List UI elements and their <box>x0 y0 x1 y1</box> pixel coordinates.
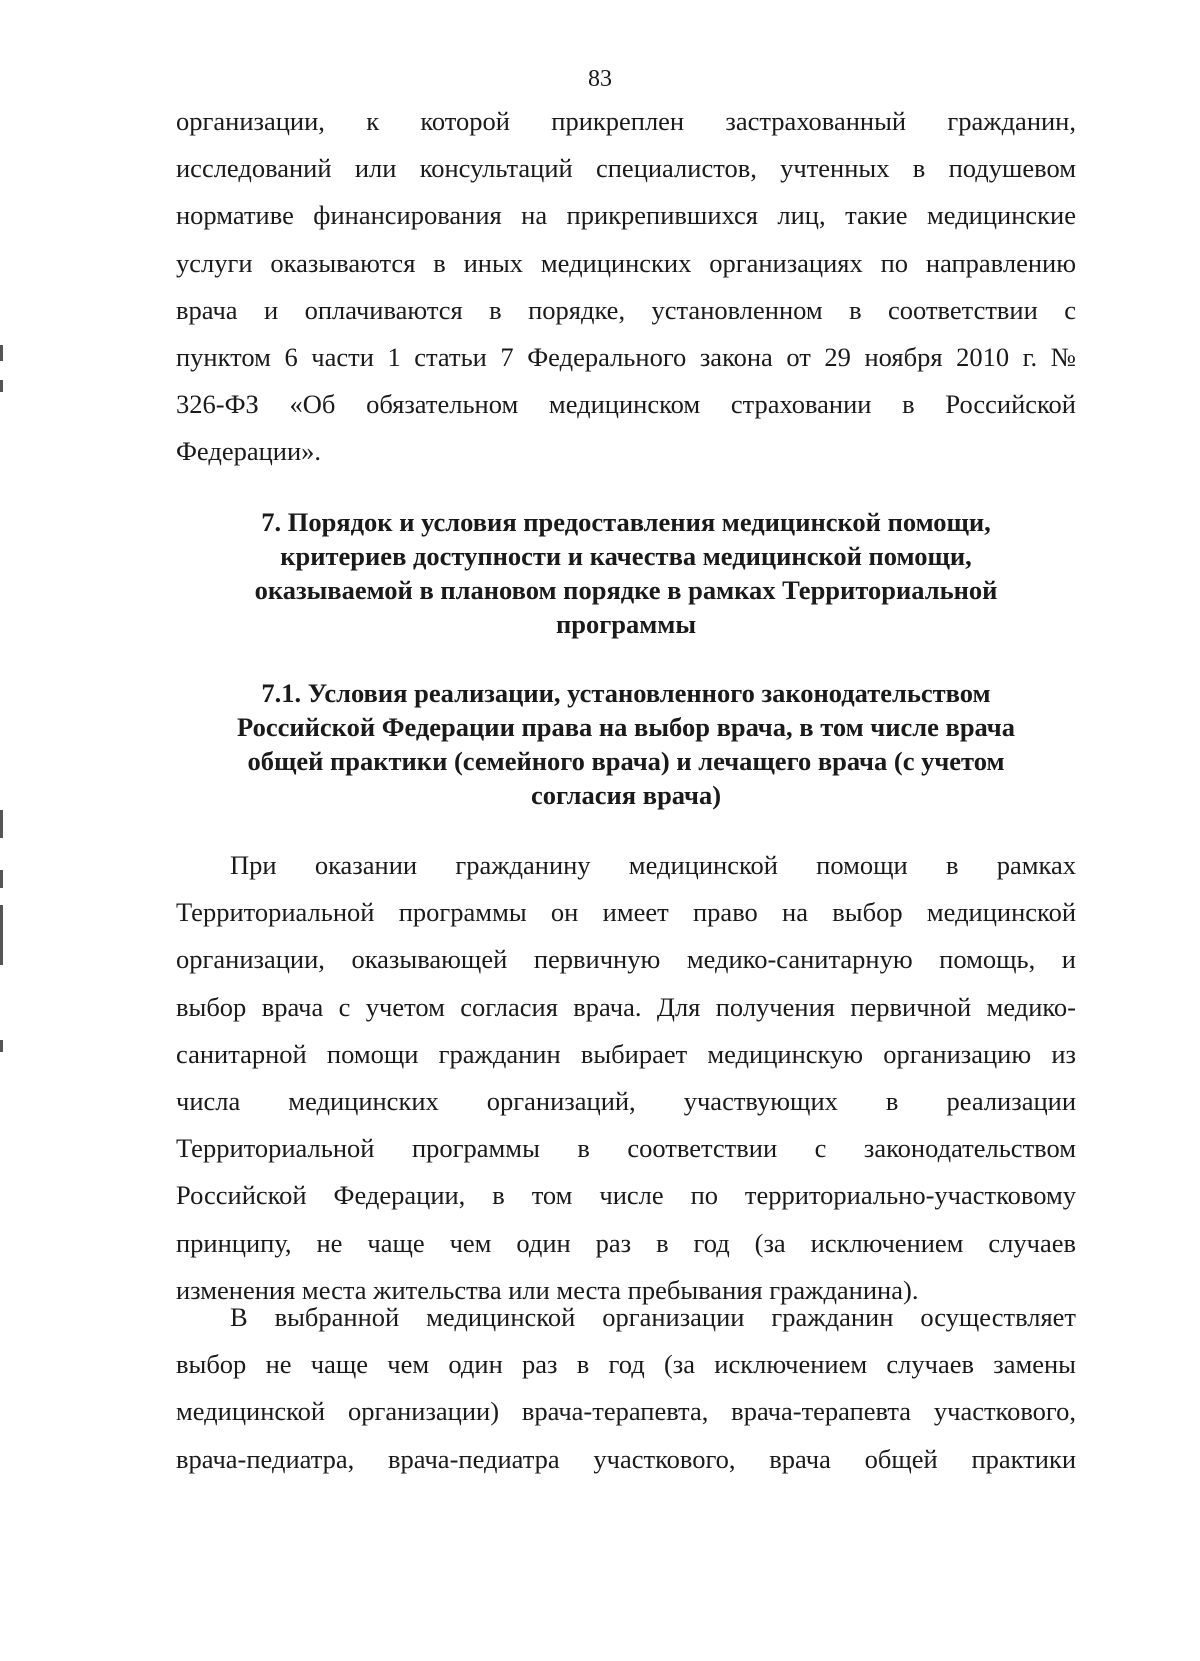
text-line: Федерации». <box>176 436 322 467</box>
paragraph-1 <box>176 98 1076 476</box>
scan-margin-mark <box>0 870 3 888</box>
heading-line: 7.1. Условия реализации, установленного законодательством <box>261 678 991 708</box>
heading-line: 7. Порядок и условия предоставления медицинской помощи, <box>261 507 991 537</box>
section-heading-7-1 <box>176 676 1076 812</box>
text-line: числа медицинских организаций, участвующих в реализации <box>176 1085 1076 1116</box>
text-line: медицинской организации) врача-терапевта, врача-терапевта участкового, <box>176 1396 1076 1427</box>
text-line: санитарной помощи гражданин выбирает медицинскую организацию из <box>176 1038 1076 1069</box>
scan-margin-mark <box>0 380 3 392</box>
text-line: услуги оказываются в иных медицинских организациях по направлению <box>176 247 1076 278</box>
scan-margin-mark <box>0 810 3 838</box>
text-line: выбор врача с учетом согласия врача. Для получения первичной медико- <box>176 991 1076 1022</box>
text-line: врача и оплачиваются в порядке, установленном в соответствии с <box>176 294 1076 325</box>
text-line: выбор не чаще чем один раз в год (за исключением случаев замены <box>176 1349 1076 1380</box>
text-line: Территориальной программы в соответствии с законодательством <box>176 1133 1076 1164</box>
text-line: Территориальной программы он имеет право на выбор медицинской <box>176 897 1076 928</box>
heading-line: общей практики (семейного врача) и лечащего врача (с учетом <box>247 746 1005 776</box>
text-line: врача-педиатра, врача-педиатра участкового, врача общей практики <box>176 1443 1076 1474</box>
section-heading-7 <box>176 505 1076 641</box>
text-line: исследований или консультаций специалистов, учтенных в подушевом <box>176 153 1076 184</box>
text-line: 326-ФЗ «Об обязательном медицинском страховании в Российской <box>176 389 1076 420</box>
text-line: пунктом 6 части 1 статьи 7 Федерального закона от 29 ноября 2010 г. № <box>176 341 1076 372</box>
heading-line: критериев доступности и качества медицинской помощи, <box>280 541 972 571</box>
text-line: организации, к которой прикреплен застрахованный гражданин, <box>176 106 1076 136</box>
text-line: Российской Федерации, в том числе по территориально-участковому <box>176 1180 1076 1211</box>
text-line: принципу, не чаще чем один раз в год (за исключением случаев <box>176 1227 1076 1258</box>
scan-margin-mark <box>0 1040 3 1052</box>
page-number: 83 <box>588 66 612 92</box>
paragraph-3 <box>176 1294 1076 1483</box>
text-line: В выбранной медицинской организации гражданин осуществляет <box>230 1302 1076 1332</box>
heading-line: согласия врача) <box>530 780 722 810</box>
heading-line: оказываемой в плановом порядке в рамках Территориальной <box>254 575 998 605</box>
paragraph-2 <box>176 842 1076 1314</box>
text-line: При оказании гражданину медицинской помощи в рамках <box>230 850 1076 880</box>
scan-margin-mark <box>0 905 3 965</box>
heading-line: программы <box>555 609 697 639</box>
text-line: нормативе финансирования на прикрепившихся лиц, такие медицинские <box>176 200 1076 231</box>
scan-margin-mark <box>0 345 3 361</box>
heading-line: Российской Федерации права на выбор врача, в том числе врача <box>237 712 1015 742</box>
text-line: организации, оказывающей первичную медико-санитарную помощь, и <box>176 944 1076 975</box>
text-line: изменения места жительства или места пребывания гражданина). <box>176 1274 919 1305</box>
